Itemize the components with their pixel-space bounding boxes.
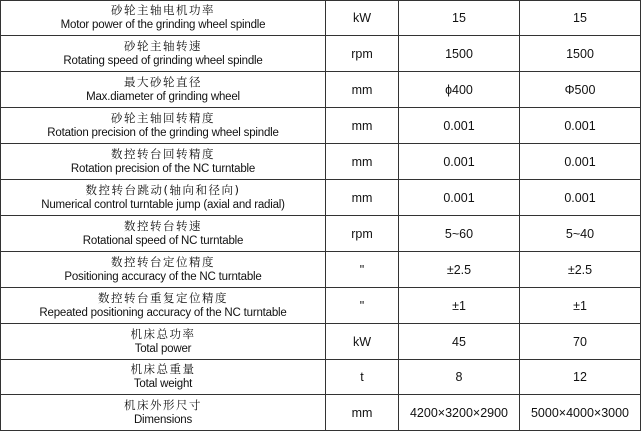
parameter-cell (1, 1, 326, 36)
value-model-1-cell: 0.001 (399, 144, 520, 180)
spec-table-body (1, 1, 641, 431)
parameter-name-en: Dimensions (133, 413, 193, 426)
table-row (1, 216, 641, 252)
parameter-name-zh: 机床总功率 (130, 326, 196, 341)
parameter-cell (1, 144, 326, 180)
value-model-2-cell: 70 (520, 324, 641, 360)
value-model-2-cell: 0.001 (520, 180, 641, 216)
parameter-name-en: Repeated positioning accuracy of the NC turntable (39, 306, 287, 319)
table-row (1, 324, 641, 360)
unit-cell: mm (326, 108, 399, 144)
value-model-1-cell: 4200×3200×2900 (399, 395, 520, 431)
parameter-name-en: Rotation precision of the NC turntable (70, 162, 256, 175)
value-model-2-cell: 5000×4000×3000 (520, 395, 641, 431)
table-row (1, 395, 641, 431)
value-model-2-cell: 0.001 (520, 108, 641, 144)
parameter-cell (1, 180, 326, 216)
parameter-name-zh: 数控转台回转精度 (111, 146, 215, 161)
unit-cell: kW (326, 1, 399, 36)
value-model-2-cell: Φ500 (520, 72, 641, 108)
parameter-cell (1, 216, 326, 252)
table-row (1, 108, 641, 144)
value-model-1-cell: 45 (399, 324, 520, 360)
value-model-2-cell: ±2.5 (520, 252, 641, 288)
value-model-2-cell: 1500 (520, 36, 641, 72)
unit-cell: mm (326, 72, 399, 108)
value-model-1-cell: ±2.5 (399, 252, 520, 288)
parameter-name-zh: 数控转台定位精度 (111, 254, 215, 269)
parameter-cell (1, 324, 326, 360)
parameter-name-zh: 砂轮主轴回转精度 (111, 110, 215, 125)
parameter-name-zh: 砂轮主轴转速 (124, 38, 202, 53)
unit-cell: " (326, 252, 399, 288)
parameter-name-zh: 数控转台转速 (124, 218, 202, 233)
parameter-name-zh: 最大砂轮直径 (124, 74, 202, 89)
unit-cell: mm (326, 180, 399, 216)
table-row (1, 288, 641, 324)
table-row (1, 180, 641, 216)
parameter-name-en: Rotational speed of NC turntable (82, 234, 244, 247)
parameter-cell (1, 288, 326, 324)
parameter-name-zh: 数控转台跳动(轴向和径向) (85, 182, 241, 197)
value-model-2-cell: 15 (520, 1, 641, 36)
parameter-name-zh: 机床总重量 (130, 362, 196, 376)
parameter-cell (1, 36, 326, 72)
value-model-1-cell: ɸ400 (399, 72, 520, 108)
unit-cell: kW (326, 324, 399, 360)
value-model-2-cell: ±1 (520, 288, 641, 324)
table-row (1, 144, 641, 180)
value-model-1-cell: 8 (399, 360, 520, 395)
parameter-name-en: Max.diameter of grinding wheel (86, 90, 240, 103)
parameter-name-en: Motor power of the grinding wheel spindle (60, 19, 266, 31)
table-row (1, 72, 641, 108)
table-row (1, 1, 641, 36)
value-model-1-cell: 0.001 (399, 180, 520, 216)
value-model-1-cell: 5~60 (399, 216, 520, 252)
parameter-cell (1, 72, 326, 108)
unit-cell: mm (326, 144, 399, 180)
parameter-name-en: Total weight (133, 378, 193, 390)
table-row (1, 36, 641, 72)
unit-cell: t (326, 360, 399, 395)
parameter-name-en: Positioning accuracy of the NC turntable (64, 270, 262, 283)
value-model-2-cell: 0.001 (520, 144, 641, 180)
parameter-name-zh: 机床外形尺寸 (124, 397, 202, 412)
parameter-cell (1, 395, 326, 431)
unit-cell: " (326, 288, 399, 324)
parameter-name-en: Numerical control turntable jump (axial and radial) (41, 198, 285, 211)
value-model-1-cell: 1500 (399, 36, 520, 72)
parameter-name-en: Total power (134, 342, 192, 355)
parameter-name-en: Rotating speed of grinding wheel spindle (63, 54, 263, 67)
parameter-cell (1, 360, 326, 395)
table-row (1, 252, 641, 288)
table-row (1, 360, 641, 395)
value-model-2-cell: 5~40 (520, 216, 641, 252)
parameter-name-en: Rotation precision of the grinding wheel spindle (47, 126, 279, 139)
unit-cell: rpm (326, 216, 399, 252)
value-model-1-cell: 15 (399, 1, 520, 36)
unit-cell: rpm (326, 36, 399, 72)
parameter-name-zh: 数控转台重复定位精度 (98, 290, 228, 305)
value-model-1-cell: ±1 (399, 288, 520, 324)
value-model-1-cell: 0.001 (399, 108, 520, 144)
parameter-cell (1, 252, 326, 288)
unit-cell: mm (326, 395, 399, 431)
parameter-cell (1, 108, 326, 144)
parameter-name-zh: 砂轮主轴电机功率 (111, 3, 215, 17)
value-model-2-cell: 12 (520, 360, 641, 395)
